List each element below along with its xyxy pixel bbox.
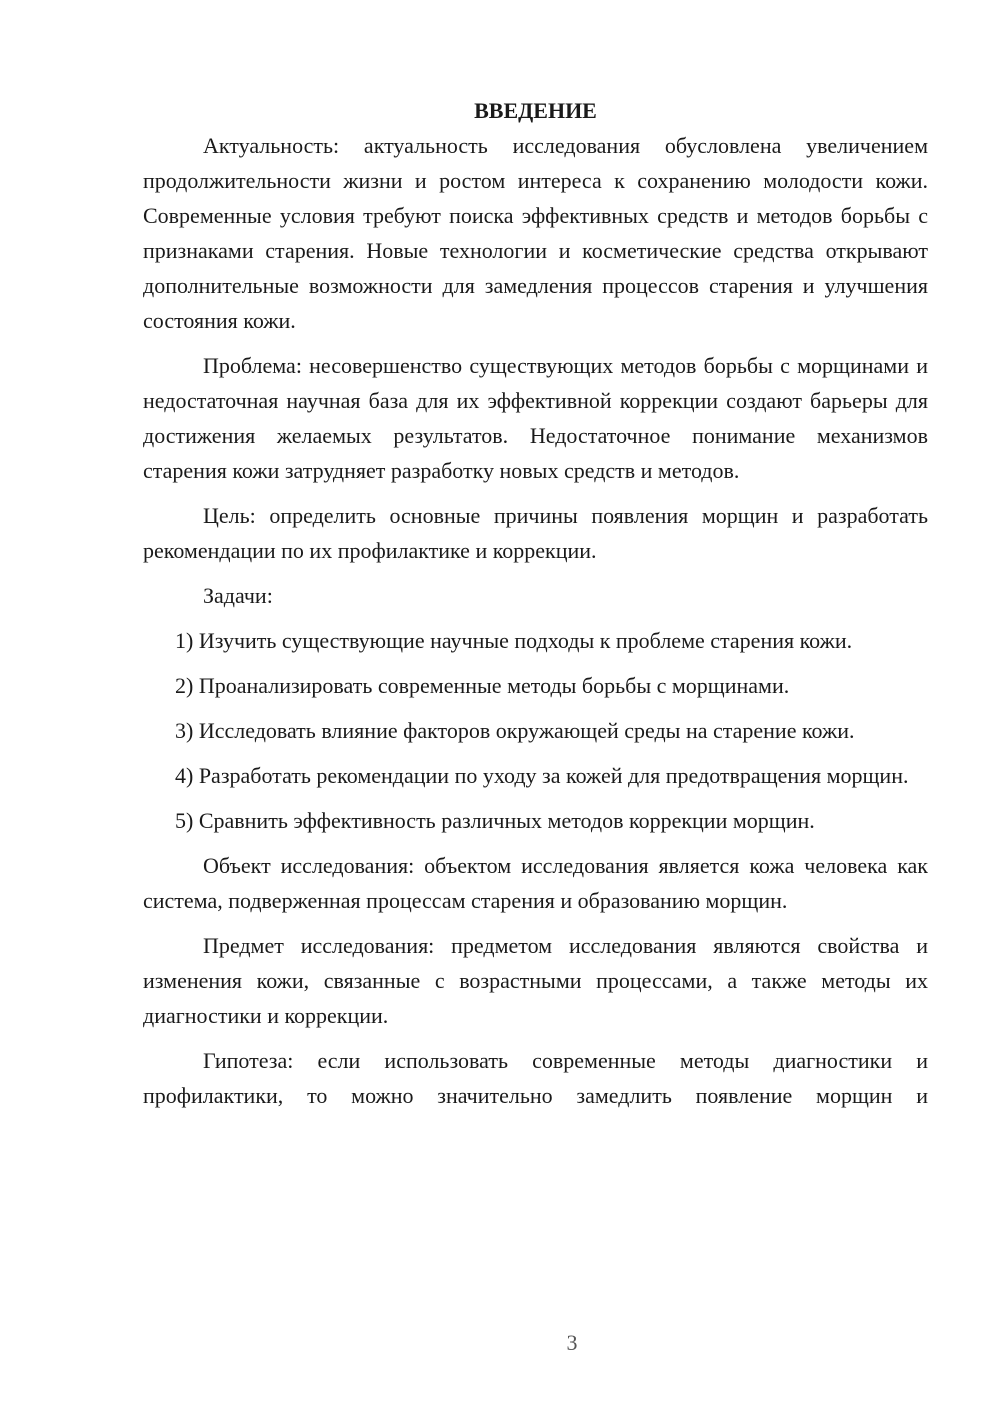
hypothesis-paragraph: Гипотеза: если использовать современные методы диагностики и профилактики, то можно значительно замедлить появление морщин и xyxy=(143,1048,928,1108)
relevance-paragraph: Актуальность: актуальность исследования обусловлена увеличением продолжительности жизни и ростом интереса к сохранению молодости кожи. Современные условия требуют поиска эффективных средств и методов борьбы с признаками старения. Новые технологии и косметические средства открывают дополнительные возможности для замедления процессов старения и улучшения состояния кожи. xyxy=(143,133,928,333)
task-item-4: 4) Разработать рекомендации по уходу за кожей для предотвращения морщин. xyxy=(175,763,909,788)
problem-paragraph: Проблема: несовершенство существующих методов борьбы с морщинами и недостаточная научная база для их эффективной коррекции создают барьеры для достижения желаемых результатов. Недостаточное понимание механизмов старения кожи затрудняет разработку новых средств и методов. xyxy=(143,353,928,483)
page-title: ВВЕДЕНИЕ xyxy=(474,98,597,123)
task-item-2: 2) Проанализировать современные методы борьбы с морщинами. xyxy=(175,673,790,698)
goal-paragraph: Цель: определить основные причины появления морщин и разработать рекомендации по их профилактике и коррекции. xyxy=(143,503,928,563)
tasks-heading: Задачи: xyxy=(203,583,273,608)
document-body xyxy=(143,90,928,1123)
page-number: 3 xyxy=(566,1330,578,1355)
task-item-1: 1) Изучить существующие научные подходы к проблеме старения кожи. xyxy=(175,628,853,653)
task-item-3: 3) Исследовать влияние факторов окружающей среды на старение кожи. xyxy=(175,718,855,743)
object-paragraph: Объект исследования: объектом исследования является кожа человека как система, подверженная процессам старения и образованию морщин. xyxy=(143,853,928,913)
task-item-5: 5) Сравнить эффективность различных методов коррекции морщин. xyxy=(175,808,815,833)
subject-paragraph: Предмет исследования: предметом исследования являются свойства и изменения кожи, связанные с возрастными процессами, а также методы их диагностики и коррекции. xyxy=(143,933,928,1028)
